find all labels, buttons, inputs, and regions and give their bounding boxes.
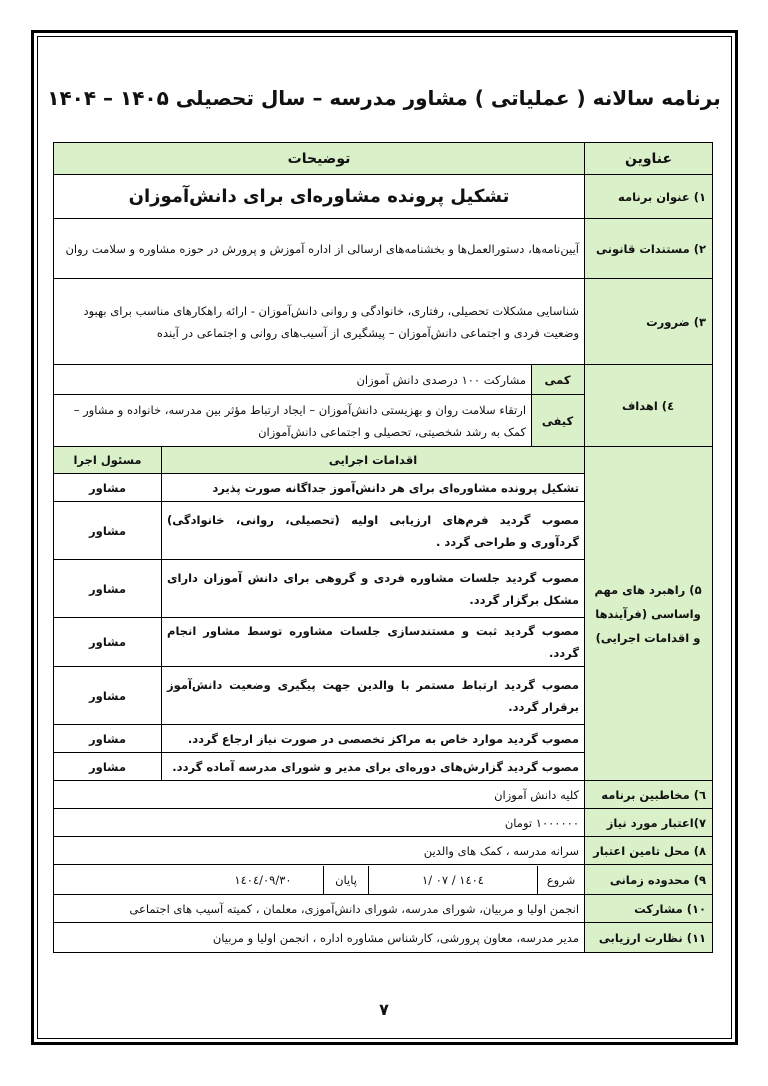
strategy-responsible-7: مشاور	[54, 753, 162, 781]
value-funding: سرانه مدرسه ، کمک های والدین	[54, 837, 585, 865]
label-supervision: ۱۱) نظارت ارزیابی	[585, 923, 713, 953]
row-necessity	[54, 279, 713, 365]
strategy-responsible-4: مشاور	[54, 618, 162, 667]
row-budget	[54, 809, 713, 837]
strategy-action-5: مصوب گردید ارتباط مستمر با والدین جهت پیگیری وضعیت دانش‌آموز برقرار گردد.	[162, 667, 585, 725]
duration-end-label: پایان	[323, 866, 368, 894]
row-audience	[54, 781, 713, 809]
row-program-title	[54, 175, 713, 219]
document-title: برنامه سالانه ( عملیاتی ) مشاور مدرسه – سال تحصیلی ۱۴۰۵ – ۱۴۰۴	[47, 86, 721, 110]
duration-container	[54, 866, 584, 894]
value-goals-quant: مشارکت ۱۰۰ درصدی دانش آموزان	[54, 365, 532, 395]
strategy-responsible-5: مشاور	[54, 667, 162, 725]
label-audience: ٦) مخاطبین برنامه	[585, 781, 713, 809]
row-participation	[54, 895, 713, 923]
label-goals-qual: کیفی	[532, 395, 585, 447]
value-budget: ۱۰۰۰۰۰۰ تومان	[54, 809, 585, 837]
strategy-action-6: مصوب گردید موارد خاص به مراکز تخصصی در صورت نیاز ارجاع گردد.	[162, 725, 585, 753]
label-participation: ۱۰) مشارکت	[585, 895, 713, 923]
strategy-action-7: مصوب گردید گزارش‌های دوره‌ای برای مدیر و شورای مدرسه آماده گردد.	[162, 753, 585, 781]
duration-end-value: ١٤٠٤/٠٩/٣٠	[234, 872, 292, 887]
label-program-title: ۱) عنوان برنامه	[585, 175, 713, 219]
label-duration: ۹) محدوده زمانی	[585, 865, 713, 895]
label-budget: ۷)اعتبار مورد نیاز	[585, 809, 713, 837]
row-goals-quant	[54, 365, 713, 395]
label-strategies: ۵) راهبرد های مهم واساسی (فرآیندها و اقدامات اجرایی)	[585, 447, 713, 781]
actions-header: اقدامات اجرایی	[162, 447, 585, 474]
value-program-title: تشکیل پرونده مشاوره‌ای برای دانش‌آموزان	[54, 175, 585, 219]
row-duration	[54, 865, 713, 895]
row-legal-docs	[54, 219, 713, 279]
duration-start-label: شروع	[537, 866, 584, 894]
program-table	[53, 142, 713, 953]
value-supervision: مدیر مدرسه، معاون پرورشی، کارشناس مشاوره اداره ، انجمن اولیا و مربیان	[54, 923, 585, 953]
duration-start-value: ١٤٠٤ / ٠٧ /١	[368, 866, 537, 894]
label-necessity: ۳) ضرورت	[585, 279, 713, 365]
label-goals-quant: کمی	[532, 365, 585, 395]
value-duration	[54, 865, 585, 895]
strategy-action-1: تشکیل پرونده مشاوره‌ای برای هر دانش‌آموز جداگانه صورت پذیرد	[162, 474, 585, 502]
strategy-action-2: مصوب گردید فرم‌های ارزیابی اولیه (تحصیلی، روانی، خانوادگی) گردآوری و طراحی گردد .	[162, 502, 585, 560]
strategy-responsible-2: مشاور	[54, 502, 162, 560]
page-number: ۷	[379, 1000, 389, 1019]
label-funding: ۸) محل تامین اعتبار	[585, 837, 713, 865]
table-header-row	[54, 143, 713, 175]
value-participation: انجمن اولیا و مربیان، شورای مدرسه، شورای دانش‌آموزی، معلمان ، کمیته آسیب های اجتماعی	[54, 895, 585, 923]
label-goals: ٤) اهداف	[585, 365, 713, 447]
value-legal-docs: آیین‌نامه‌ها، دستورالعمل‌ها و بخشنامه‌های ارسالی از اداره آموزش و پرورش در حوزه مشاوره و سلامت روان	[54, 219, 585, 279]
header-titles: عناوین	[585, 143, 713, 175]
value-necessity: شناسایی مشکلات تحصیلی، رفتاری، خانوادگی و روانی دانش‌آموزان - ارائه راهکارهای مناسب برای بهبود وضعیت فردی و اجتماعی دانش‌آموزان – پیشگیری از آسیب‌های روانی و اجتماعی در آینده	[54, 279, 585, 365]
row-funding	[54, 837, 713, 865]
value-audience: کلیه دانش آموزان	[54, 781, 585, 809]
value-goals-qual: ارتقاء سلامت روان و بهزیستی دانش‌آموزان – ایجاد ارتباط مؤثر بین مدرسه، خانواده و مشاور – کمک به رشد شخصیتی، تحصیلی و اجتماعی دانش‌آموزان	[54, 395, 532, 447]
strategy-action-4: مصوب گردید ثبت و مستندسازی جلسات مشاوره توسط مشاور انجام گردد.	[162, 618, 585, 667]
strategy-responsible-6: مشاور	[54, 725, 162, 753]
strategy-responsible-3: مشاور	[54, 560, 162, 618]
label-legal-docs: ۲) مستندات قانونی	[585, 219, 713, 279]
row-supervision	[54, 923, 713, 953]
strategy-action-3: مصوب گردید جلسات مشاوره فردی و گروهی برای دانش آموزان دارای مشکل برگزار گردد.	[162, 560, 585, 618]
row-strategies-header	[54, 447, 713, 474]
strategy-responsible-1: مشاور	[54, 474, 162, 502]
header-description: توضیحات	[54, 143, 585, 175]
responsible-header: مسئول اجرا	[54, 447, 162, 474]
